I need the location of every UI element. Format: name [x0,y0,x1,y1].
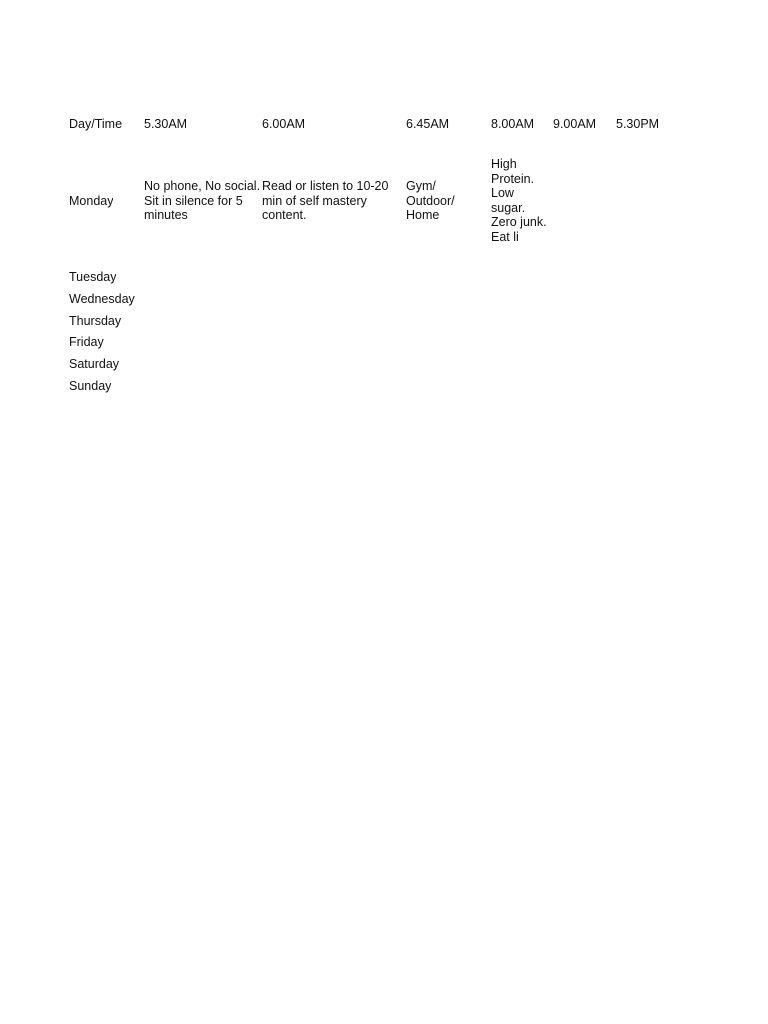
header-time-530pm: 5.30PM [616,117,660,131]
row-label-saturday: Saturday [69,357,120,371]
monday-800am-cell: High Protein. Low sugar. Zero junk. Eat li [491,157,547,244]
monday-600am-cell: Read or listen to 10-20 min of self mastery content. [262,179,389,222]
row-label-friday: Friday [69,335,104,349]
row-label-sunday: Sunday [69,379,112,393]
monday-645am-cell: Gym/ Outdoor/ Home [406,179,455,222]
header-time-900am: 9.00AM [553,117,597,131]
row-label-tuesday: Tuesday [69,270,117,284]
header-day-time: Day/Time [69,117,123,131]
header-time-800am: 8.00AM [491,117,535,131]
row-label-thursday: Thursday [69,314,122,328]
header-time-530am: 5.30AM [144,117,188,131]
header-time-645am: 6.45AM [406,117,450,131]
row-label-monday: Monday [69,194,114,208]
row-label-wednesday: Wednesday [69,292,135,306]
header-time-600am: 6.00AM [262,117,306,131]
monday-530am-cell: No phone, No social. Sit in silence for 5 minutes [144,179,261,222]
